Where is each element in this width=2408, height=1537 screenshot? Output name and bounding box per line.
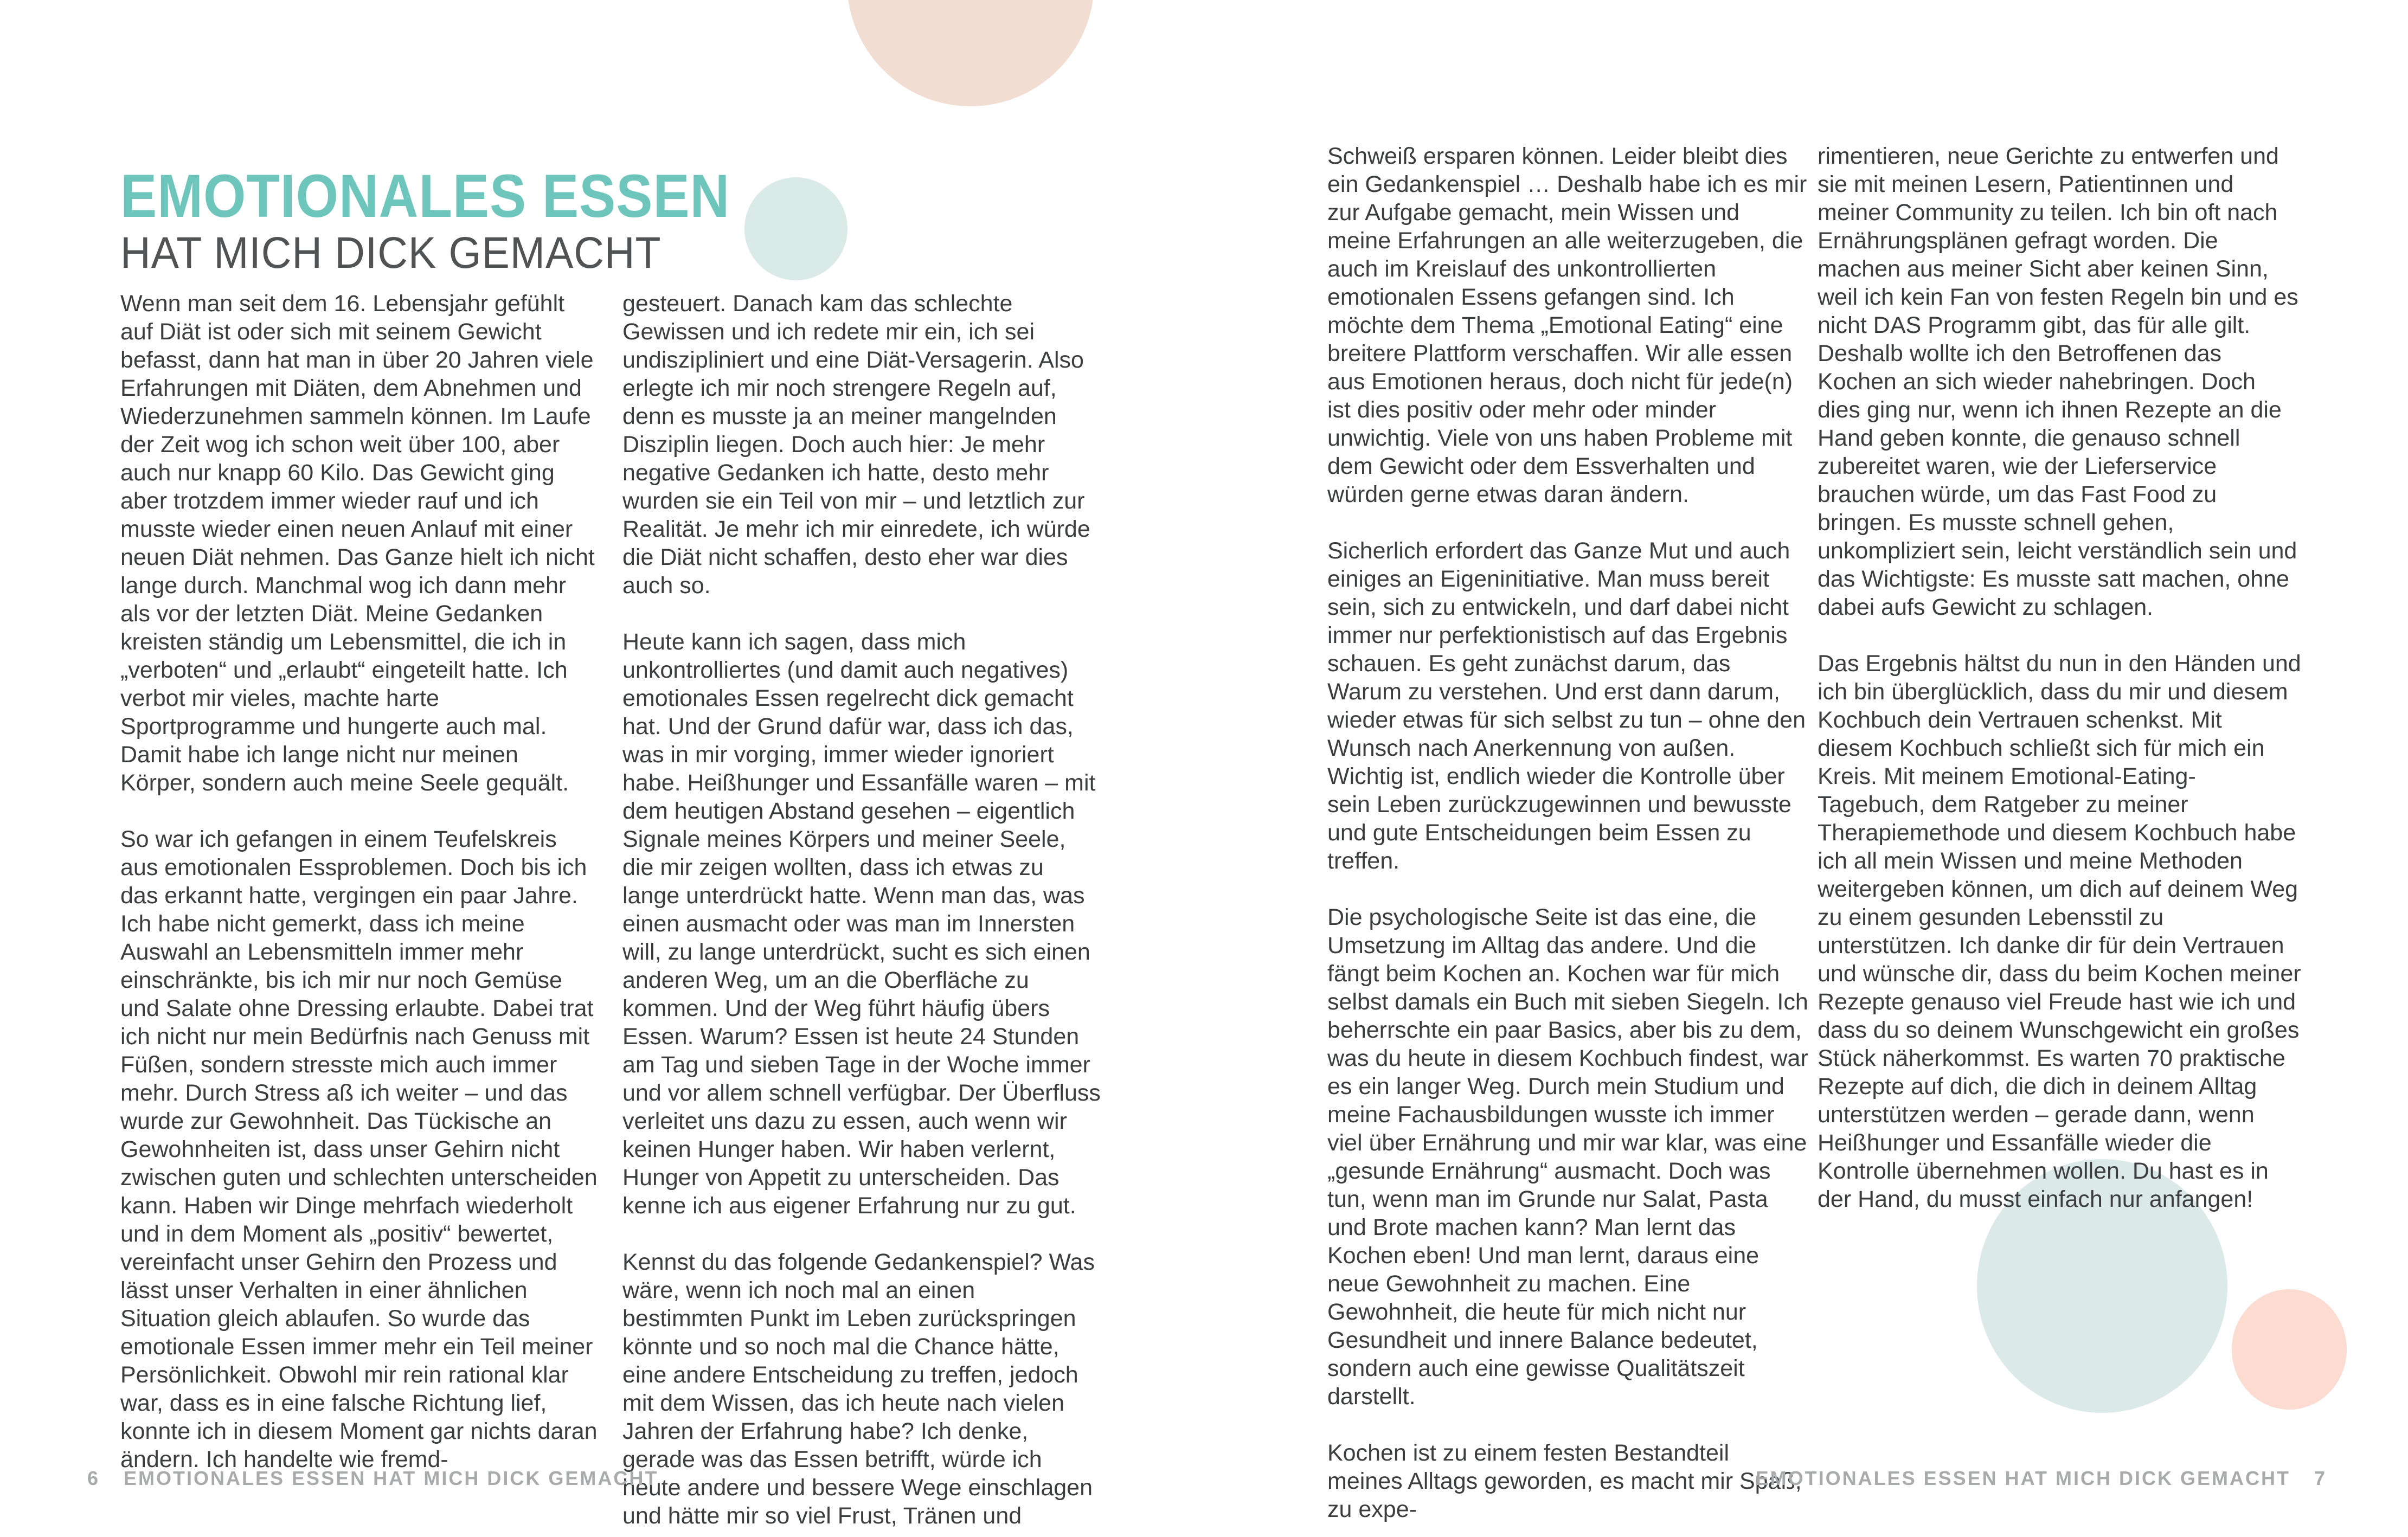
decor-circle-bottom-peach	[2232, 1289, 2347, 1410]
paragraph: Das Ergebnis hältst du nun in den Händen und ich bin überglücklich, dass du mir und diesem Kochbuch dein Vertrauen schenkst. Mit diesem Kochbuch schließt sich für mich ein Kreis. Mit meinem Emotional-Eating-Tagebuch, dem Ratgeber zu meiner Therapiemethode und diesem Kochbuch habe ich all mein Wissen und meine Methoden weitergeben können, um dich auf deinem Weg zu einem gesunden Lebensstil zu unterstützen. Ich danke dir für dein Vertrauen und wünsche dir, dass du beim Kochen meiner Rezepte genauso viel Freude hast wie ich und dass du so deinem Wunschgewicht ein großes Stück näherkommst. Es warten 70 praktische Rezepte auf dich, die dich in deinem Alltag unterstützen werden – gerade dann, wenn Heißhunger und Essanfälle wieder die Kontrolle übernehmen wollen. Du hast es in der Hand, du musst einfach nur anfangen!	[1818, 651, 2301, 1212]
running-title: EMOTIONALES ESSEN HAT MICH DICK GEMACHT	[124, 1467, 659, 1489]
paragraph: So war ich gefangen in einem Teufelskreis aus emotionalen Essproblemen. Doch bis ich das erkannt hatte, vergingen ein paar Jahre. Ich habe nicht gemerkt, dass ich meine Auswahl an Lebensmitteln immer mehr einschränkte, bis ich mir nur noch Gemüse und Salate ohne Dressing erlaubte. Dabei trat ich nicht nur mein Bedürfnis nach Genuss mit Füßen, sondern stresste mich auch immer mehr. Durch Stress aß ich weiter – und das wurde zur Gewohnheit. Das Tückische an Gewohnheiten ist, dass unser Gehirn nicht zwischen guten und schlechten unterscheiden kann. Haben wir Dinge mehrfach wiederholt und in dem Moment als „positiv“ bewertet, vereinfacht unser Gehirn den Prozess und lässt unser Verhalten in einer ähnlichen Situation gleich ablaufen. So wurde das emotionale Essen immer mehr ein Teil meiner Persönlichkeit. Obwohl mir rein rational klar war, dass es in eine falsche Richtung lief, konnte ich in diesem Moment gar nichts daran ändern. Ich handelte wie fremd-	[120, 826, 598, 1472]
right-page-column-1	[1327, 142, 1809, 1523]
paragraph: Kennst du das folgende Gedankenspiel? Was wäre, wenn ich noch mal an einen bestimmten Punkt im Leben zurückspringen könnte und so noch mal die Chance hätte, eine andere Entscheidung zu treffen, jedoch mit dem Wissen, das ich heute nach vielen Jahren der Erfahrung habe? Ich denke, gerade was das Essen betrifft, würde ich heute andere und bessere Wege einschlagen und hätte mir so viel Frust, Tränen und	[622, 1249, 1095, 1529]
decor-circle-top-peach	[847, 0, 1094, 106]
paragraph: Sicherlich erfordert das Ganze Mut und auch einiges an Eigeninitiative. Man muss bereit sein, sich zu entwickeln, und darf dabei nicht immer nur perfektionistisch auf das Ergebnis schauen. Es geht zunächst darum, das Warum zu verstehen. Und erst dann darum, wieder etwas für sich selbst zu tun – ohne den Wunsch nach Anerkennung von außen. Wichtig ist, endlich wieder die Kontrolle über sein Leben zurückzugewinnen und bewusste und gute Entscheidungen beim Essen zu treffen.	[1327, 538, 1806, 874]
left-page-column-1	[120, 290, 600, 1474]
paragraph: Schweiß ersparen können. Leider bleibt dies ein Gedankenspiel … Deshalb habe ich es mir zur Aufgabe gemacht, mein Wissen und meine Erfahrungen an alle weiterzugeben, die auch im Kreislauf des unkontrollierten emotionalen Essens gefangen sind. Ich möchte dem Thema „Emotional Eating“ eine breitere Plattform verschaffen. Wir alle essen aus Emotionen heraus, doch nicht für jede(n) ist dies positiv oder mehr oder minder unwichtig. Viele von uns haben Probleme mit dem Gewicht oder dem Essverhalten und würden gerne etwas daran ändern.	[1327, 143, 1807, 507]
paragraph: Wenn man seit dem 16. Lebensjahr gefühlt auf Diät ist oder sich mit seinem Gewicht befasst, dann hat man in über 20 Jahren viele Erfahrungen mit Diäten, dem Abnehmen und Wiederzunehmen sammeln können. Im Laufe der Zeit wog ich schon weit über 100, aber auch nur knapp 60 Kilo. Das Gewicht ging aber trotzdem immer wieder rauf und ich musste wieder einen neuen Anlauf mit einer neuen Diät nehmen. Das Ganze hielt ich nicht lange durch. Manchmal wog ich dann mehr als vor der letzten Diät. Meine Gedanken kreisten ständig um Lebensmittel, die ich in „verboten“ und „erlaubt“ eingeteilt hatte. Ich verbot mir vieles, machte harte Sportprogramme und hungerte auch mal. Damit habe ich lange nicht nur meinen Körper, sondern auch meine Seele gequält.	[120, 291, 595, 796]
page-number: 6	[87, 1467, 100, 1489]
paragraph: gesteuert. Danach kam das schlechte Gewissen und ich redete mir ein, ich sei undiszipliniert und eine Diät-Versagerin. Also erlegte ich mir noch strengere Regeln auf, denn es musste ja an meiner mangelnden Disziplin liegen. Doch auch hier: Je mehr negative Gedanken ich hatte, desto mehr wurden sie ein Teil von mir – und letztlich zur Realität. Je mehr ich mir einredete, ich würde die Diät nicht schaffen, desto eher war dies auch so.	[622, 291, 1090, 599]
footer-right	[1756, 1467, 2327, 1490]
right-page-column-2	[1818, 142, 2301, 1213]
running-title: EMOTIONALES ESSEN HAT MICH DICK GEMACHT	[1755, 1467, 2290, 1489]
paragraph: Die psychologische Seite ist das eine, die Umsetzung im Alltag das andere. Und die fängt beim Kochen an. Kochen war für mich selbst damals ein Buch mit sieben Siegeln. Ich beherrschte ein paar Basics, aber bis zu dem, was du heute in diesem Kochbuch findest, war es ein langer Weg. Durch mein Studium und meine Fachausbildungen wusste ich immer viel über Ernährung und mir war klar, was eine „gesunde Ernährung“ ausmacht. Doch was tun, wenn man im Grunde nur Salat, Pasta und Brote machen kann? Man lernt das Kochen eben! Und man lernt, daraus eine neue Gewohnheit zu machen. Eine Gewohnheit, die heute für mich nicht nur Gesundheit und innere Balance bedeutet, sondern auch eine gewisse Qualitätszeit darstellt.	[1327, 904, 1808, 1410]
chapter-title: EMOTIONALES ESSEN	[120, 162, 730, 230]
page-number: 7	[2314, 1467, 2327, 1489]
paragraph: Heute kann ich sagen, dass mich unkontrolliertes (und damit auch negatives) emotionales Essen regelrecht dick gemacht hat. Und der Grund dafür war, dass ich das, was in mir vorging, immer wieder ignoriert habe. Heißhunger und Essanfälle waren – mit dem heutigen Abstand gesehen – eigentlich Signale meines Körpers und meiner Seele, die mir zeigen wollten, dass ich etwas zu lange unterdrückt hatte. Wenn man das, was einen ausmacht oder was man im Innersten will, zu lange unterdrückt, sucht es sich einen anderen Weg, um an die Oberfläche zu kommen. Und der Weg führt häufig übers Essen. Warum? Essen ist heute 24 Stunden am Tag und sieben Tage in der Woche immer und vor allem schnell verfügbar. Der Überfluss verleitet uns dazu zu essen, auch wenn wir keinen Hunger haben. Wir haben verlernt, Hunger von Appetit zu unterscheiden. Das kenne ich aus eigener Erfahrung nur zu gut.	[622, 629, 1101, 1219]
footer-left	[87, 1467, 658, 1490]
left-page-column-2	[622, 290, 1102, 1530]
chapter-subtitle: HAT MICH DICK GEMACHT	[120, 228, 662, 278]
decor-circle-title-teal	[744, 177, 847, 280]
paragraph: rimentieren, neue Gerichte zu entwerfen und sie mit meinen Lesern, Patientinnen und meiner Community zu teilen. Ich bin oft nach Ernährungsplänen gefragt worden. Die machen aus meiner Sicht aber keinen Sinn, weil ich kein Fan von festen Regeln bin und es nicht DAS Programm gibt, das für alle gilt. Deshalb wollte ich den Betroffenen das Kochen an sich wieder nahebringen. Doch dies ging nur, wenn ich ihnen Rezepte an die Hand geben konnte, die genauso schnell zubereitet waren, wie der Lieferservice brauchen würde, um das Fast Food zu bringen. Es musste schnell gehen, unkompliziert sein, leicht verständlich sein und das Wichtigste: Es musste satt machen, ohne dabei aufs Gewicht zu schlagen.	[1818, 143, 2298, 620]
paragraph: Kochen ist zu einem festen Bestandteil meines Alltags geworden, es macht mir Spaß, zu expe-	[1327, 1440, 1802, 1522]
